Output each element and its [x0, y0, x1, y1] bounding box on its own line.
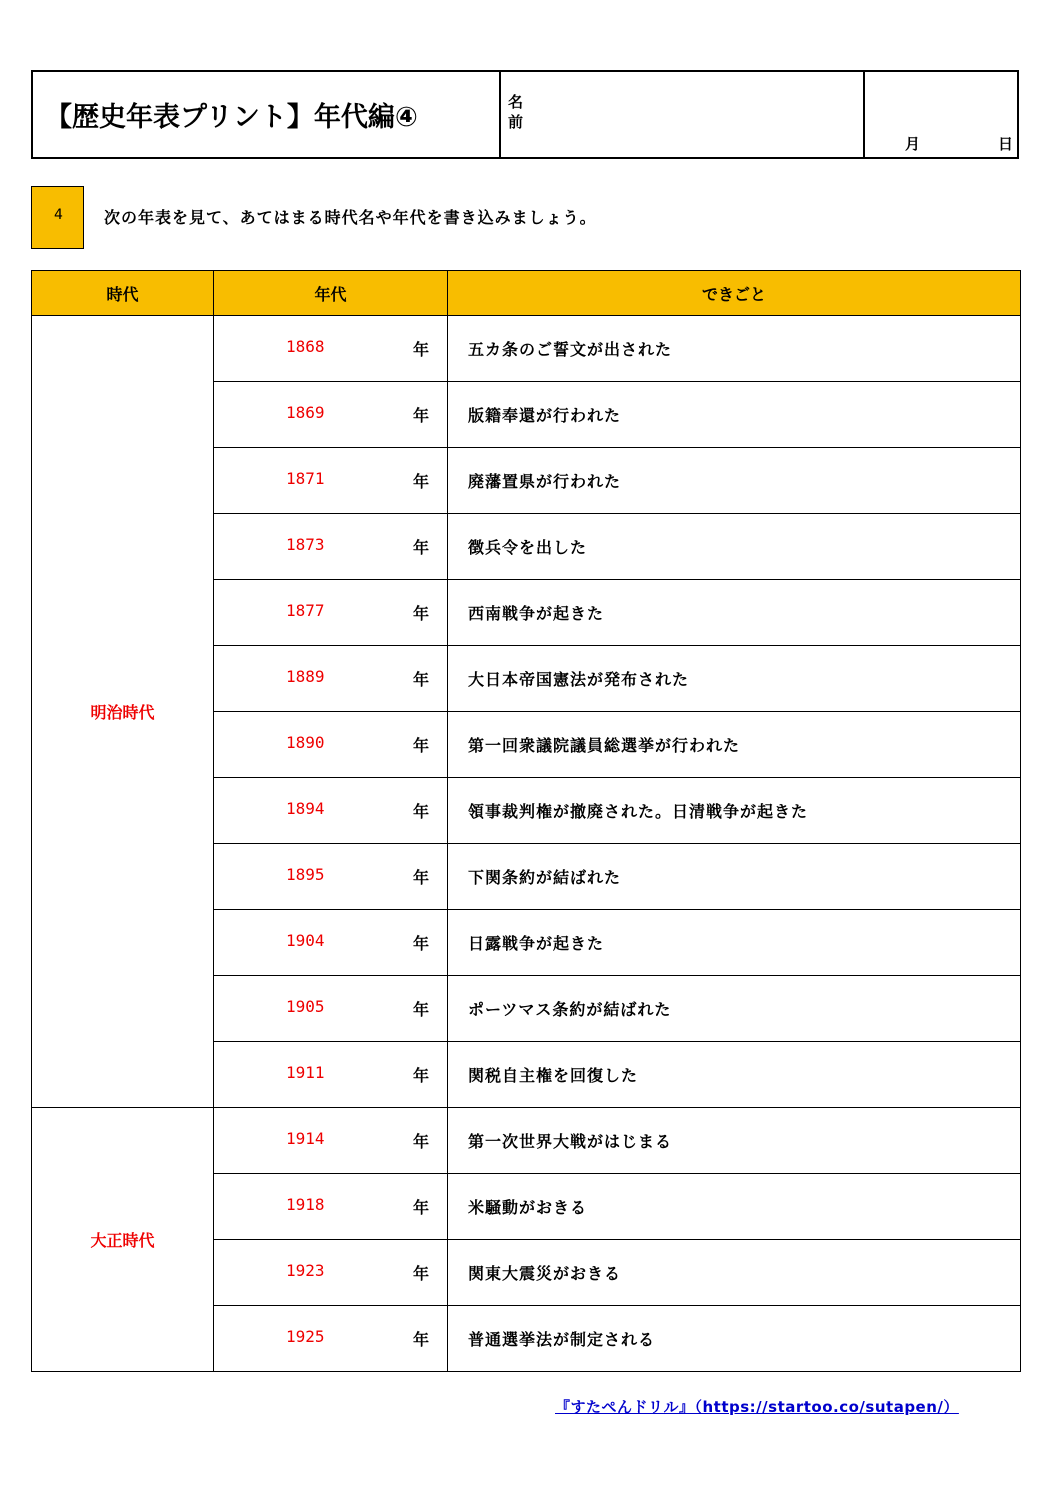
name-label: 名前: [508, 93, 524, 131]
header-era: 時代: [32, 271, 214, 316]
era-cell[interactable]: 明治時代: [32, 316, 214, 1108]
event-cell: 第一回衆議院議員総選挙が行われた: [448, 712, 1021, 778]
year-cell[interactable]: [214, 382, 448, 448]
year-answer: 1894: [286, 799, 325, 818]
year-cell[interactable]: [214, 1306, 448, 1372]
year-cell[interactable]: [214, 1174, 448, 1240]
year-answer: 1923: [286, 1261, 325, 1280]
year-answer: 1873: [286, 535, 325, 554]
year-cell[interactable]: [214, 1108, 448, 1174]
year-unit: 年: [413, 934, 430, 953]
event-cell: 米騒動がおきる: [448, 1174, 1021, 1240]
year-cell[interactable]: [214, 976, 448, 1042]
year-cell[interactable]: [214, 910, 448, 976]
year-cell[interactable]: [214, 514, 448, 580]
year-unit: 年: [413, 340, 430, 359]
year-answer: 1889: [286, 667, 325, 686]
source-link[interactable]: 『すたぺんドリル』（https://startoo.co/sutapen/）: [555, 1398, 959, 1416]
timeline-table: [31, 270, 1021, 1372]
event-cell: 関税自主権を回復した: [448, 1042, 1021, 1108]
event-cell: 領事裁判権が撤廃された。日清戦争が起きた: [448, 778, 1021, 844]
day-label: 日: [997, 135, 1013, 153]
year-cell[interactable]: [214, 580, 448, 646]
year-unit: 年: [413, 868, 430, 887]
year-answer: 1905: [286, 997, 325, 1016]
year-cell[interactable]: [214, 1042, 448, 1108]
year-answer: 1869: [286, 403, 325, 422]
event-cell: 五カ条のご誓文が出された: [448, 316, 1021, 382]
event-cell: ポーツマス条約が結ばれた: [448, 976, 1021, 1042]
question-number: 4: [31, 186, 84, 249]
event-cell: 普通選挙法が制定される: [448, 1306, 1021, 1372]
year-answer: 1911: [286, 1063, 325, 1082]
event-cell: 日露戦争が起きた: [448, 910, 1021, 976]
table-header-row: [32, 271, 1021, 316]
year-cell[interactable]: [214, 316, 448, 382]
event-cell: 第一次世界大戦がはじまる: [448, 1108, 1021, 1174]
year-answer: 1877: [286, 601, 325, 620]
worksheet-header: [31, 70, 1019, 159]
event-cell: 関東大震災がおきる: [448, 1240, 1021, 1306]
year-unit: 年: [413, 1000, 430, 1019]
table-row: [32, 316, 1021, 382]
year-cell[interactable]: [214, 448, 448, 514]
year-answer: 1918: [286, 1195, 325, 1214]
year-unit: 年: [413, 538, 430, 557]
year-answer: 1895: [286, 865, 325, 884]
header-event: できごと: [448, 271, 1021, 316]
year-unit: 年: [413, 736, 430, 755]
year-cell[interactable]: [214, 778, 448, 844]
event-cell: 版籍奉還が行われた: [448, 382, 1021, 448]
year-cell[interactable]: [214, 712, 448, 778]
year-cell[interactable]: [214, 1240, 448, 1306]
year-unit: 年: [413, 670, 430, 689]
date-field[interactable]: [865, 72, 1017, 157]
year-unit: 年: [413, 472, 430, 491]
event-cell: 徴兵令を出した: [448, 514, 1021, 580]
event-cell: 西南戦争が起きた: [448, 580, 1021, 646]
year-unit: 年: [413, 1198, 430, 1217]
year-unit: 年: [413, 802, 430, 821]
table-row: [32, 1108, 1021, 1174]
event-cell: 下関条約が結ばれた: [448, 844, 1021, 910]
year-cell[interactable]: [214, 844, 448, 910]
year-answer: 1868: [286, 337, 325, 356]
year-answer: 1914: [286, 1129, 325, 1148]
event-cell: 廃藩置県が行われた: [448, 448, 1021, 514]
year-answer: 1925: [286, 1327, 325, 1346]
year-unit: 年: [413, 1264, 430, 1283]
year-unit: 年: [413, 1132, 430, 1151]
year-unit: 年: [413, 604, 430, 623]
year-cell[interactable]: [214, 646, 448, 712]
year-answer: 1871: [286, 469, 325, 488]
year-unit: 年: [413, 1066, 430, 1085]
year-answer: 1904: [286, 931, 325, 950]
era-cell[interactable]: 大正時代: [32, 1108, 214, 1372]
month-label: 月: [905, 135, 921, 153]
question-instruction: 次の年表を見て、あてはまる時代名や年代を書き込みましょう。: [104, 208, 597, 227]
header-year: 年代: [214, 271, 448, 316]
event-cell: 大日本帝国憲法が発布された: [448, 646, 1021, 712]
name-field[interactable]: [501, 72, 865, 157]
worksheet-title: 【歴史年表プリント】年代編④: [33, 72, 501, 157]
year-unit: 年: [413, 406, 430, 425]
year-answer: 1890: [286, 733, 325, 752]
year-unit: 年: [413, 1330, 430, 1349]
